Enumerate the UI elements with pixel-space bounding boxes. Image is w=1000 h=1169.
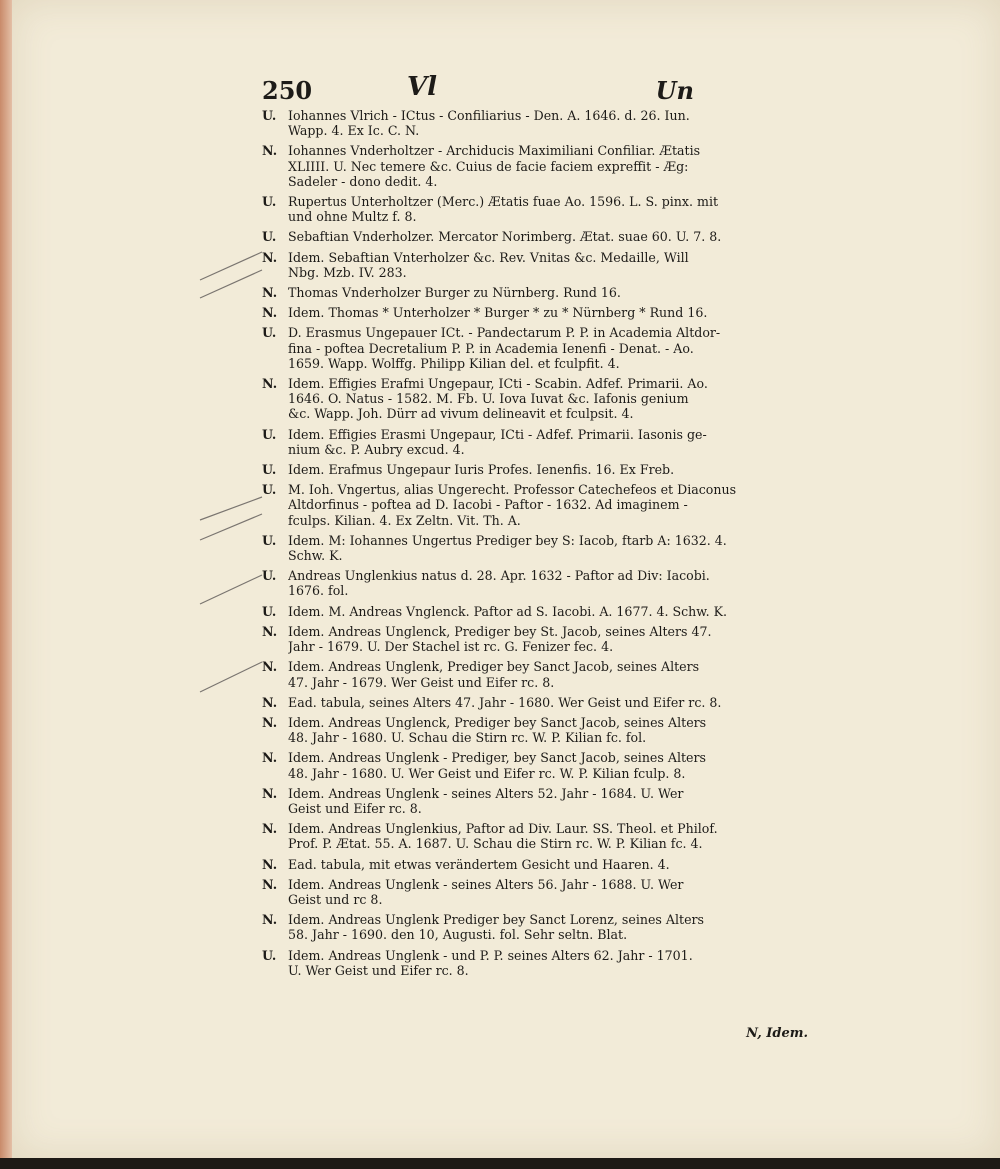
header-handwritten-mark: Vl xyxy=(407,72,438,102)
entry-line: Idem. Sebaftian Vnterholzer &c. Rev. Vnitas &c. Medaille, Will xyxy=(288,249,689,265)
entry-line: 48. Jahr - 1680. U. Wer Geist und Eifer rc. W. P. Kilian fculp. 8. xyxy=(288,765,686,781)
entry-marker: U. xyxy=(262,194,277,210)
page-number: 250 xyxy=(262,76,313,105)
entry-marker: N. xyxy=(262,376,278,392)
catalogue-entry xyxy=(262,604,817,619)
pencil-mark xyxy=(200,514,262,540)
entry-line: Idem. Andreas Unglenk, Prediger bey Sanct Jacob, seines Alters xyxy=(288,659,700,675)
entry-line: &c. Wapp. Joh. Dürr ad vivum delineavit et fculpsit. 4. xyxy=(288,406,634,422)
catalogue-entry xyxy=(262,376,817,422)
entry-marker: N. xyxy=(262,285,278,301)
catalogue-entry xyxy=(262,568,817,598)
entry-line: Geist und rc 8. xyxy=(288,891,383,907)
entry-marker: N. xyxy=(262,876,278,892)
entry-line: Idem. Andreas Unglenk - und P. P. seines Alters 62. Jahr - 1701. xyxy=(288,947,693,963)
catalogue-entry xyxy=(262,624,817,654)
catalogue-entry xyxy=(262,108,817,138)
entry-line: und ohne Multz f. 8. xyxy=(288,209,417,225)
catalogue-entry xyxy=(262,427,817,457)
pencil-mark xyxy=(200,497,262,520)
catalogue-entry xyxy=(262,821,817,851)
catalogue-entry xyxy=(262,715,817,745)
catalogue-entry xyxy=(262,533,817,563)
entry-line: M. Ioh. Vngertus, alias Ungerecht. Professor Catechefeos et Diaconus xyxy=(288,482,737,498)
entry-marker: U. xyxy=(262,325,277,341)
catalogue-entry xyxy=(262,229,817,244)
entry-line: Idem. Andreas Unglenck, Prediger bey St. Jacob, seines Alters 47. xyxy=(288,623,712,639)
entry-line: Schw. K. xyxy=(288,548,343,564)
entry-line: Idem. M. Andreas Vnglenck. Paftor ad S. Iacobi. A. 1677. 4. Schw. K. xyxy=(288,603,727,619)
pencil-mark xyxy=(200,252,262,280)
entry-line: Idem. Andreas Unglenkius, Paftor ad Div. Laur. SS. Theol. et Philof. xyxy=(288,821,718,837)
entry-line: Prof. P. Ætat. 55. A. 1687. U. Schau die Stirn rc. W. P. Kilian fc. 4. xyxy=(288,836,703,852)
catalogue-entry xyxy=(262,194,817,224)
page-header xyxy=(262,72,702,108)
entry-line: Sadeler - dono dedit. 4. xyxy=(288,173,438,189)
entry-marker: U. xyxy=(262,462,277,478)
catalogue-entries xyxy=(262,108,817,983)
entry-marker: N. xyxy=(262,785,278,801)
catalogue-entry xyxy=(262,912,817,942)
entry-marker: N. xyxy=(262,623,278,639)
entry-line: D. Erasmus Ungepauer ICt. - Pandectarum P. P. in Academia Altdor- xyxy=(288,325,721,341)
catalogue-entry xyxy=(262,143,817,189)
catalogue-entry xyxy=(262,750,817,780)
entry-marker: U. xyxy=(262,229,277,245)
catalogue-entry xyxy=(262,877,817,907)
entry-line: 1659. Wapp. Wolffg. Philipp Kilian del. et fculpfit. 4. xyxy=(288,355,620,371)
entry-line: Iohannes Vnderholtzer - Archiducis Maximiliani Confiliar. Ætatis xyxy=(288,143,701,159)
pencil-mark xyxy=(200,662,262,692)
entry-line: nium &c. P. Aubry excud. 4. xyxy=(288,441,465,457)
entry-line: fculps. Kilian. 4. Ex Zeltn. Vit. Th. A. xyxy=(288,512,521,528)
entry-line: Idem. Erafmus Ungepaur Iuris Profes. Ienenfis. 16. Ex Freb. xyxy=(288,462,675,478)
entry-line: Idem. Andreas Unglenk - seines Alters 56. Jahr - 1688. U. Wer xyxy=(288,876,684,892)
entry-line: fina - poftea Decretalium P. P. in Academia Ienenfi - Denat. - Ao. xyxy=(288,340,694,356)
catalogue-entry xyxy=(262,250,817,280)
entry-line: Idem. Andreas Unglenk - Prediger, bey Sanct Jacob, seines Alters xyxy=(288,750,706,766)
entry-line: Idem. Thomas * Unterholzer * Burger * zu * Nürnberg * Rund 16. xyxy=(288,305,708,321)
entry-line: Iohannes Vlrich - ICtus - Confiliarius - Den. A. 1646. d. 26. Iun. xyxy=(288,108,690,123)
catchword: N, Idem. xyxy=(746,1026,808,1041)
entry-line: Geist und Eifer rc. 8. xyxy=(288,800,422,816)
entry-marker: N. xyxy=(262,714,278,730)
entry-line: Idem. Effigies Erafmi Ungepaur, ICti - Scabin. Adfef. Primarii. Ao. xyxy=(288,376,708,392)
catalogue-entry xyxy=(262,285,817,300)
catalogue-entry xyxy=(262,948,817,978)
entry-line: Nbg. Mzb. IV. 283. xyxy=(288,264,407,280)
running-head: Un xyxy=(655,76,694,105)
entry-line: 58. Jahr - 1690. den 10, Augusti. fol. Sehr seltn. Blat. xyxy=(288,927,628,943)
catalogue-entry xyxy=(262,462,817,477)
catalogue-entry xyxy=(262,325,817,371)
catalogue-entry xyxy=(262,857,817,872)
entry-marker: U. xyxy=(262,482,277,498)
entry-line: Wapp. 4. Ex Ic. C. N. xyxy=(288,123,420,139)
entry-line: Idem. Andreas Unglenck, Prediger bey Sanct Jacob, seines Alters xyxy=(288,714,707,730)
entry-line: Idem. Andreas Unglenk - seines Alters 52. Jahr - 1684. U. Wer xyxy=(288,785,684,801)
entry-marker: N. xyxy=(262,659,278,675)
entry-marker: U. xyxy=(262,568,277,584)
entry-line: XLIIII. U. Nec temere &c. Cuius de facie faciem expreffit - Æg: xyxy=(288,158,689,174)
entry-marker: N. xyxy=(262,694,278,710)
entry-line: 1676. fol. xyxy=(288,583,349,599)
entry-line: 1646. O. Natus - 1582. M. Fb. U. Iova Iuvat &c. Iafonis genium xyxy=(288,391,689,407)
entry-marker: N. xyxy=(262,856,278,872)
entry-marker: U. xyxy=(262,947,277,963)
entry-marker: U. xyxy=(262,603,277,619)
entry-marker: U. xyxy=(262,426,277,442)
entry-line: Sebaftian Vnderholzer. Mercator Norimberg. Ætat. suae 60. U. 7. 8. xyxy=(288,229,722,245)
entry-line: Thomas Vnderholzer Burger zu Nürnberg. Rund 16. xyxy=(288,285,621,301)
entry-line: Altdorfinus - poftea ad D. Iacobi - Paftor - 1632. Ad imaginem - xyxy=(288,497,688,513)
entry-line: Idem. M: Iohannes Ungertus Prediger bey S: Iacob, ftarb A: 1632. 4. xyxy=(288,532,727,548)
entry-line: 47. Jahr - 1679. Wer Geist und Eifer rc. 8. xyxy=(288,674,555,690)
catalogue-entry xyxy=(262,786,817,816)
entry-line: U. Wer Geist und Eifer rc. 8. xyxy=(288,962,469,978)
entry-line: Ead. tabula, mit etwas verändertem Gesicht und Haaren. 4. xyxy=(288,856,670,872)
entry-line: Andreas Unglenkius natus d. 28. Apr. 1632 - Paftor ad Div: Iacobi. xyxy=(288,568,710,584)
pencil-mark xyxy=(200,575,262,604)
entry-marker: U. xyxy=(262,532,277,548)
entry-line: 48. Jahr - 1680. U. Schau die Stirn rc. W. P. Kilian fc. fol. xyxy=(288,730,647,746)
catalogue-entry xyxy=(262,305,817,320)
entry-line: Idem. Andreas Unglenk Prediger bey Sanct Lorenz, seines Alters xyxy=(288,912,704,928)
entry-line: Ead. tabula, seines Alters 47. Jahr - 1680. Wer Geist und Eifer rc. 8. xyxy=(288,694,722,710)
entry-marker: U. xyxy=(262,108,277,123)
entry-line: Rupertus Unterholtzer (Merc.) Ætatis fuae Ao. 1596. L. S. pinx. mit xyxy=(288,194,719,210)
catalogue-entry xyxy=(262,659,817,689)
catalogue-entry xyxy=(262,482,817,528)
entry-marker: N. xyxy=(262,912,278,928)
entry-line: Jahr - 1679. U. Der Stachel ist rc. G. Fenizer fec. 4. xyxy=(288,639,614,655)
entry-marker: N. xyxy=(262,305,278,321)
entry-marker: N. xyxy=(262,249,278,265)
catalogue-entry xyxy=(262,695,817,710)
entry-marker: N. xyxy=(262,750,278,766)
pencil-mark xyxy=(200,270,262,298)
entry-marker: N. xyxy=(262,821,278,837)
entry-line: Idem. Effigies Erasmi Ungepaur, ICti - Adfef. Primarii. Iasonis ge- xyxy=(288,426,707,442)
entry-marker: N. xyxy=(262,143,278,159)
